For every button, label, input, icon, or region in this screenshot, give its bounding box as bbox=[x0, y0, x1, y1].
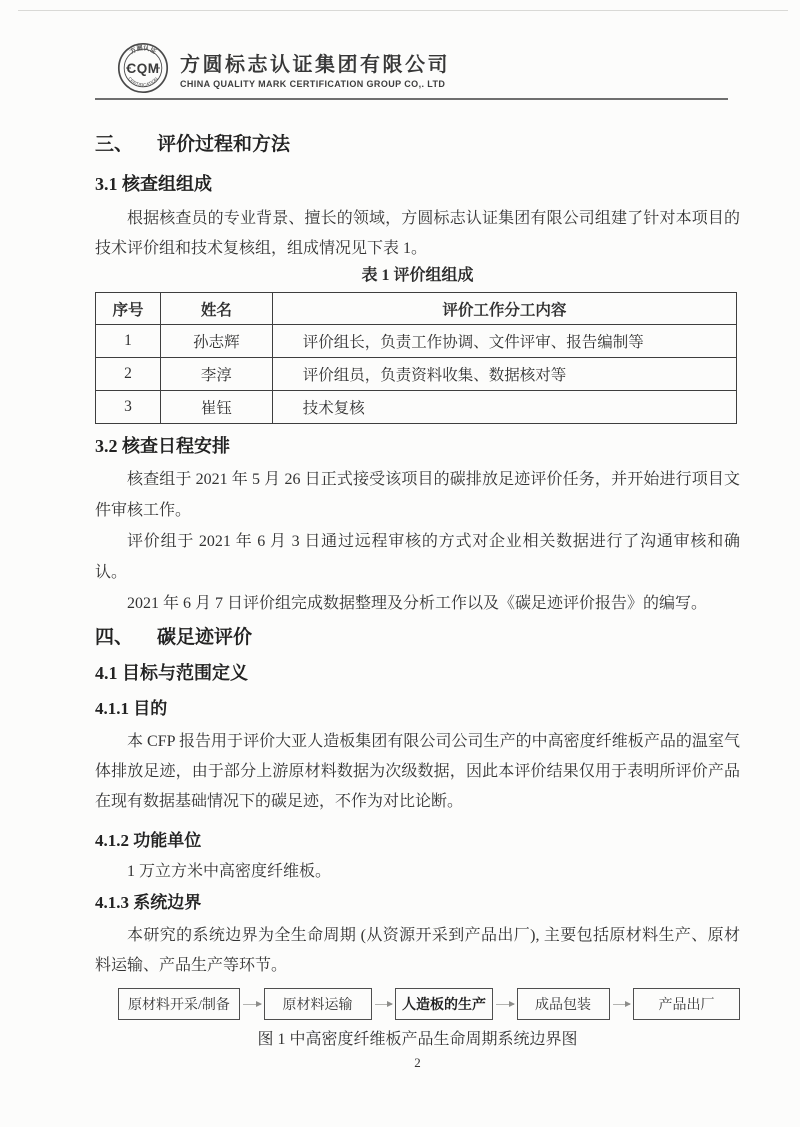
process-step-box: 产品出厂 bbox=[633, 988, 740, 1020]
section-3-2-heading: 3.2 核查日程安排 bbox=[95, 436, 230, 456]
company-name-en: CHINA QUALITY MARK CERTIFICATION GROUP CO,. LTD bbox=[180, 78, 446, 89]
flow-arrow-icon bbox=[496, 1004, 514, 1005]
section-3-1-paragraph: 根据核查员的专业背景、擅长的领域，方圆标志认证集团有限公司组建了针对本项目的技术评价组和技术复核组，组成情况见下表 1。 bbox=[95, 210, 740, 257]
section-4-1-3-paragraph: 本研究的系统边界为全生命周期 (从资源开采到产品出厂), 主要包括原材料生产、原材料运输、产品生产等环节。 bbox=[95, 927, 740, 974]
logo-arc-top-text: 方圆认证 bbox=[128, 44, 158, 56]
process-step-box: 原材料开采/制备 bbox=[118, 988, 240, 1020]
flow-arrow-icon bbox=[613, 1004, 631, 1005]
svg-text:CERTIFICATION bbox=[127, 76, 159, 87]
table-header-cell: 评价工作分工内容 bbox=[272, 293, 736, 325]
table-1-caption: 表 1 评价组组成 bbox=[361, 267, 474, 284]
letterhead bbox=[117, 42, 450, 94]
section-4-1-2-paragraph: 1 万立方米中高密度纤维板。 bbox=[127, 863, 332, 880]
header-divider bbox=[95, 98, 728, 100]
table-cell-duty: 评价组员，负责资料收集、数据核对等 bbox=[272, 358, 736, 391]
flow-arrow-icon bbox=[375, 1004, 393, 1005]
table-cell-name: 孙志辉 bbox=[160, 325, 272, 358]
section-3-number: 三、 bbox=[95, 134, 134, 155]
section-3-2-paragraph-2: 评价组于 2021 年 6 月 3 日通过远程审核的方式对企业相关数据进行了沟通审核和确认。 bbox=[95, 533, 740, 581]
section-3-2-paragraph-1: 核查组于 2021 年 5 月 26 日正式接受该项目的碳排放足迹评价任务，并开始进行项目文件审核工作。 bbox=[95, 471, 740, 519]
table-header-row bbox=[96, 293, 737, 325]
table-row bbox=[96, 391, 737, 424]
table-cell-index: 2 bbox=[96, 358, 161, 391]
table-cell-name: 李淳 bbox=[160, 358, 272, 391]
page-number: 2 bbox=[414, 1055, 421, 1070]
process-step-box: 成品包装 bbox=[517, 988, 610, 1020]
table-header-cell: 姓名 bbox=[160, 293, 272, 325]
evaluation-team-table bbox=[95, 292, 737, 424]
table-cell-index: 3 bbox=[96, 391, 161, 424]
table-cell-name: 崔钰 bbox=[160, 391, 272, 424]
flow-arrow-icon bbox=[243, 1004, 261, 1005]
logo-arc-bottom-text: CERTIFICATION bbox=[127, 76, 159, 88]
company-name-cn: 方圆标志认证集团有限公司 bbox=[180, 53, 450, 76]
section-4-heading bbox=[95, 625, 740, 651]
section-4-1-3-heading: 4.1.3 系统边界 bbox=[95, 893, 202, 912]
table-row bbox=[96, 325, 737, 358]
lifecycle-flow-diagram bbox=[118, 987, 740, 1021]
process-step-box: 原材料运输 bbox=[264, 988, 372, 1020]
scan-edge-line bbox=[18, 10, 788, 11]
figure-1-caption: 图 1 中高密度纤维板产品生命周期系统边界图 bbox=[257, 1031, 578, 1048]
section-3-heading bbox=[95, 132, 740, 158]
section-3-2-paragraph-3: 2021 年 6 月 7 日评价组完成数据整理及分析工作以及《碳足迹评价报告》的编写。 bbox=[127, 595, 708, 612]
section-4-1-2-heading: 4.1.2 功能单位 bbox=[95, 831, 202, 850]
section-4-1-1-heading: 4.1.1 目的 bbox=[95, 699, 168, 718]
cqm-logo-icon bbox=[117, 42, 169, 94]
process-step-box: 人造板的生产 bbox=[395, 988, 493, 1020]
table-row bbox=[96, 358, 737, 391]
company-name-block bbox=[180, 48, 450, 89]
document-body bbox=[95, 118, 740, 1071]
section-3-1-heading: 3.1 核查组组成 bbox=[95, 174, 212, 194]
table-cell-index: 1 bbox=[96, 325, 161, 358]
table-cell-duty: 技术复核 bbox=[272, 391, 736, 424]
table-header-cell: 序号 bbox=[96, 293, 161, 325]
section-4-1-heading: 4.1 目标与范围定义 bbox=[95, 663, 248, 683]
section-3-title: 评价过程和方法 bbox=[157, 134, 291, 155]
table-cell-duty: 评价组长，负责工作协调、文件评审、报告编制等 bbox=[272, 325, 736, 358]
section-4-1-1-paragraph: 本 CFP 报告用于评价大亚人造板集团有限公司公司生产的中高密度纤维板产品的温室气体排放足迹，由于部分上游原材料数据为次级数据，因此本评价结果仅用于表明所评价产品在现有数据基础情况下的碳足迹，不作为对比论断。 bbox=[95, 733, 740, 810]
logo-acronym: CQM bbox=[126, 61, 160, 76]
section-4-title: 碳足迹评价 bbox=[157, 627, 253, 648]
section-4-number: 四、 bbox=[95, 627, 134, 648]
